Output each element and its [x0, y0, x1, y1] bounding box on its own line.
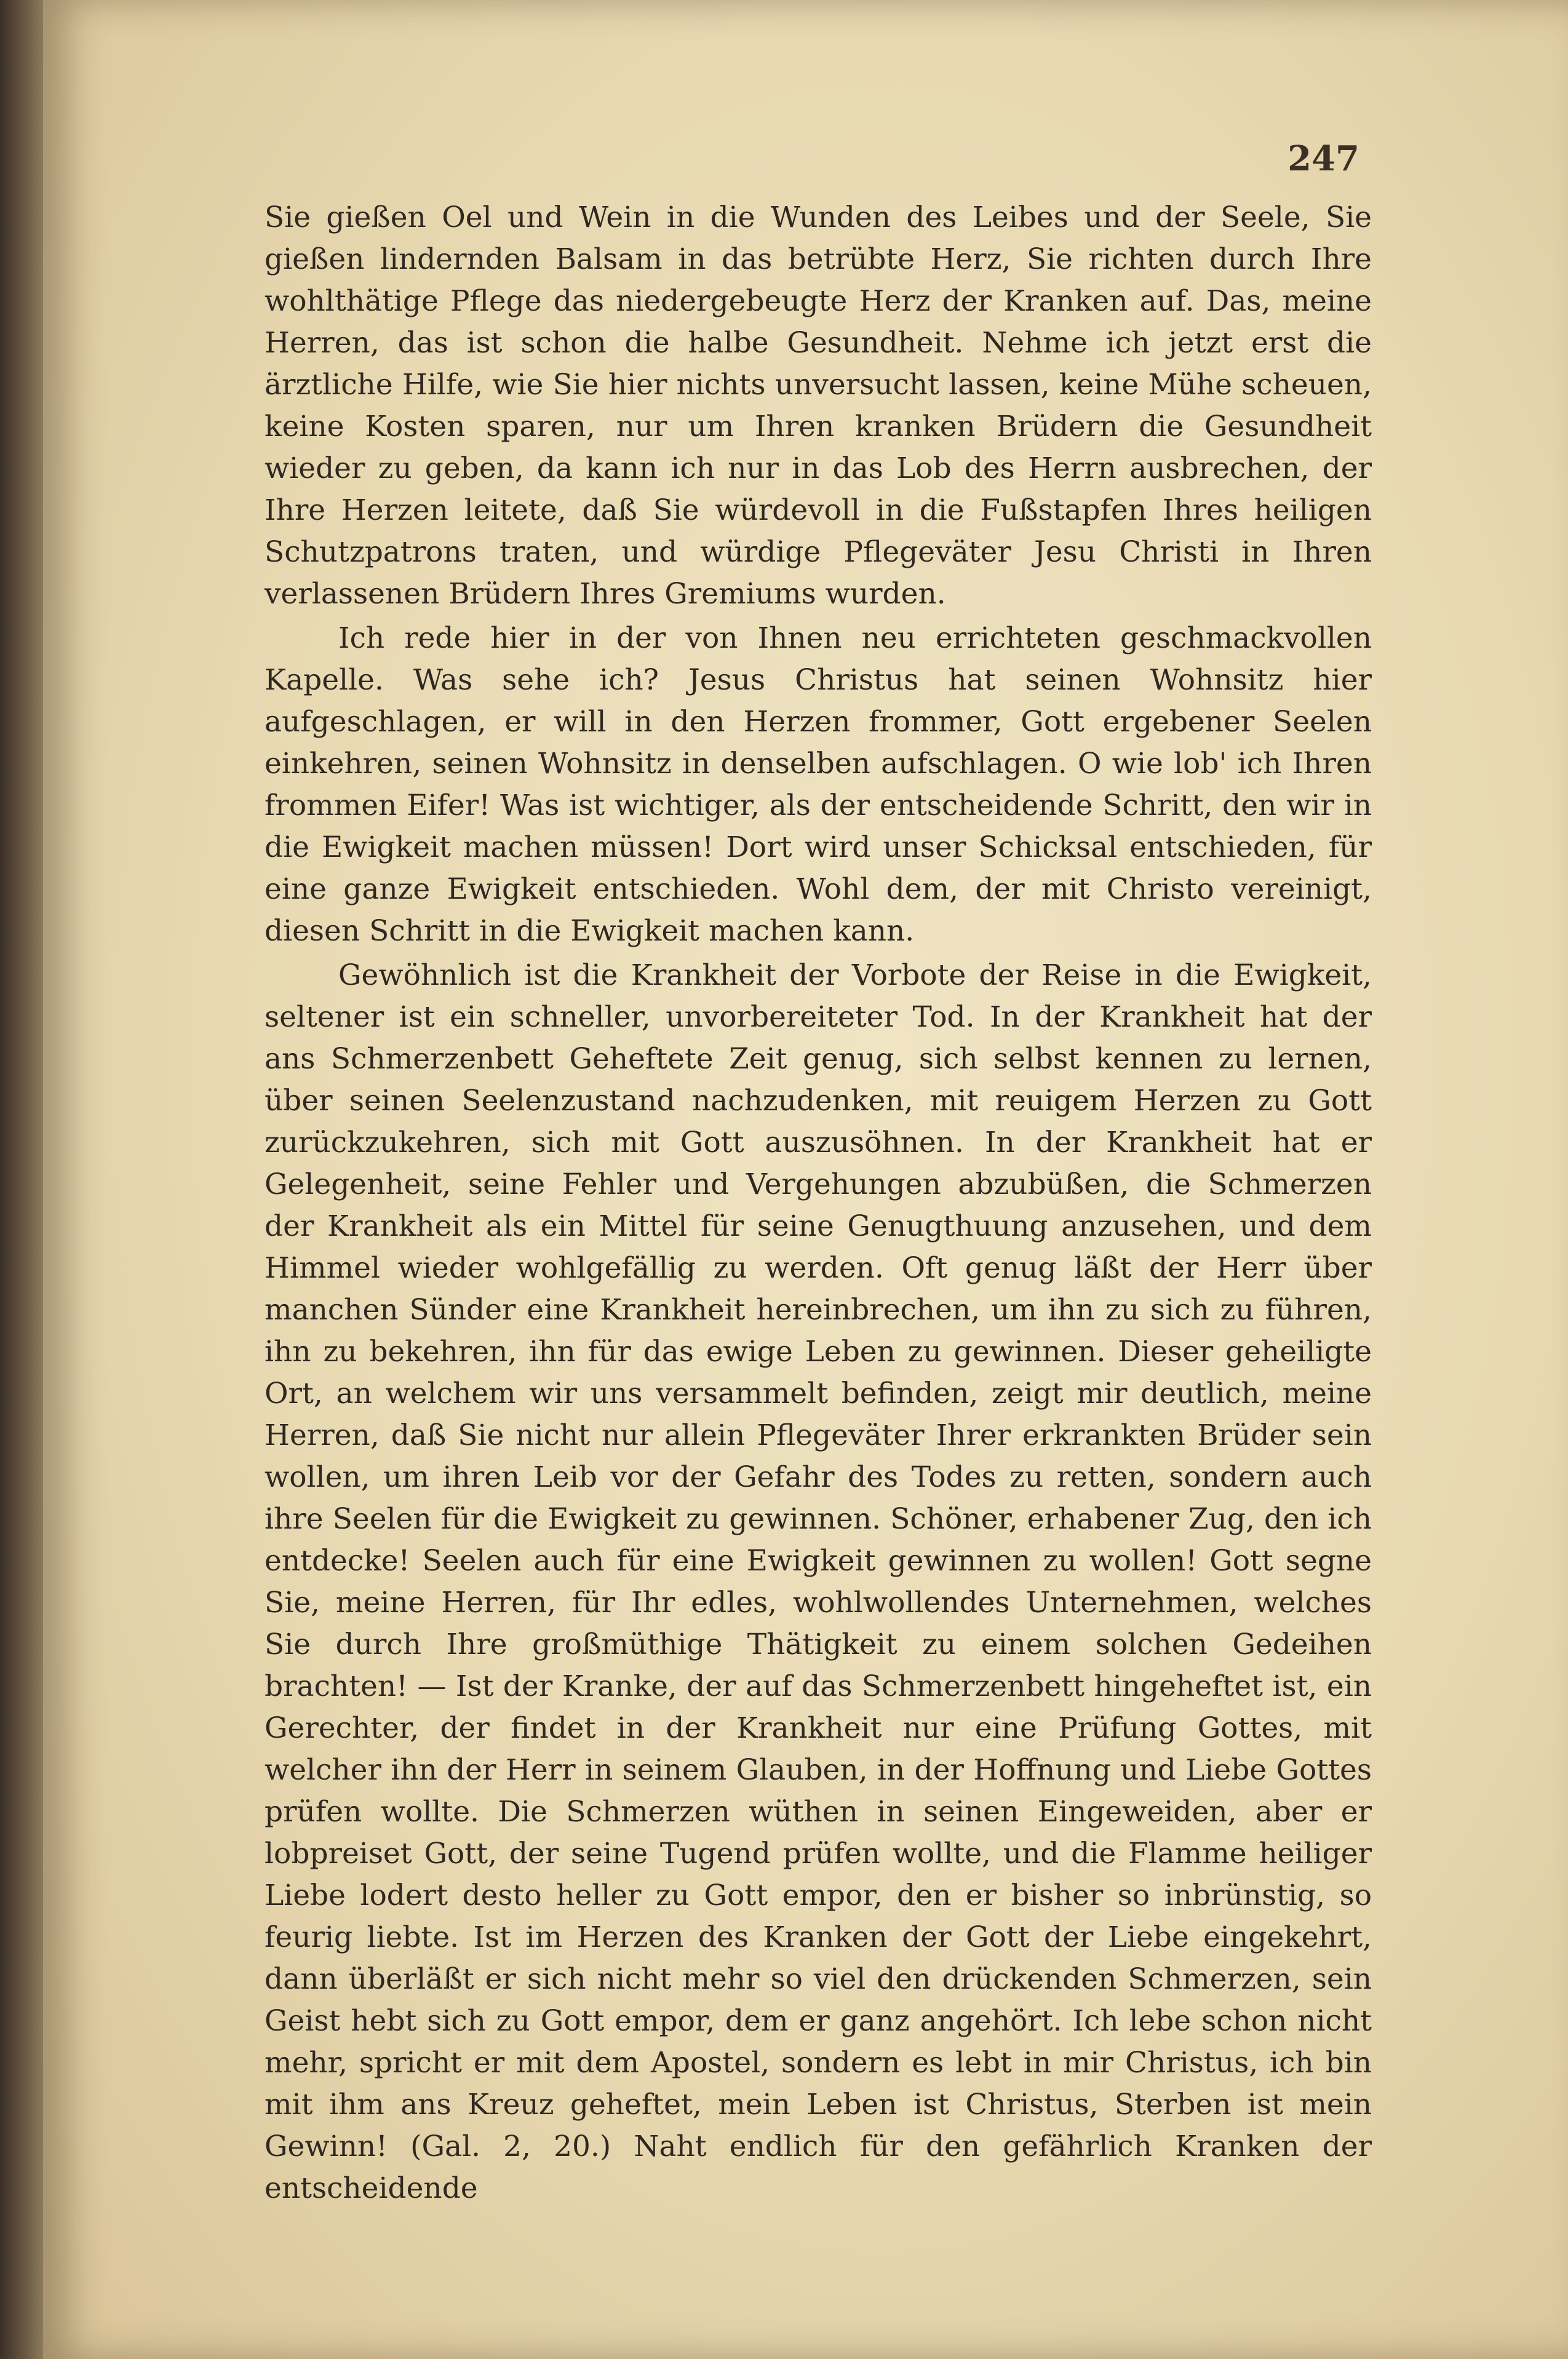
paragraph: Sie gießen Oel und Wein in die Wunden des Leibes und der Seele, Sie gießen lindernden Balsam in das betrübte Herz, Sie richten durch Ihre wohlthätige Pflege das niedergebeugte Herz der Kranken auf. Das, meine Herren, das ist schon die halbe Gesundheit. Nehme ich jetzt erst die ärztliche Hilfe, wie Sie hier nichts unversucht lassen, keine Mühe scheuen, keine Kosten sparen, nur um Ihren kranken Brüdern die Gesundheit wieder zu geben, da kann ich nur in das Lob des Herrn ausbrechen, der Ihre Herzen leitete, daß Sie würdevoll in die Fußstapfen Ihres heiligen Schutzpatrons traten, und würdige Pflegeväter Jesu Christi in Ihren verlassenen Brüdern Ihres Gremiums wurden.: [265, 201, 1372, 611]
page-number: 247: [1287, 138, 1359, 179]
book-page: [43, 0, 1568, 2359]
paragraph: Gewöhnlich ist die Krankheit der Vorbote der Reise in die Ewigkeit, seltener ist ein schneller, unvorbereiteter Tod. In der Krankheit hat der ans Schmerzenbett Geheftete Zeit genug, sich selbst kennen zu lernen, über seinen Seelenzustand nachzudenken, mit reuigem Herzen zu Gott zurückzukehren, sich mit Gott auszusöhnen. In der Krankheit hat er Gelegenheit, seine Fehler und Vergehungen abzubüßen, die Schmerzen der Krankheit als ein Mittel für seine Genugthuung anzusehen, und dem Himmel wieder wohlgefällig zu werden. Oft genug läßt der Herr über manchen Sünder eine Krankheit hereinbrechen, um ihn zu sich zu führen, ihn zu bekehren, ihn für das ewige Leben zu gewinnen. Dieser geheiligte Ort, an welchem wir uns versammelt befinden, zeigt mir deutlich, meine Herren, daß Sie nicht nur allein Pflegeväter Ihrer erkrankten Brüder sein wollen, um ihren Leib vor der Gefahr des Todes zu retten, sondern auch ihre Seelen für die Ewigkeit zu gewinnen. Schöner, erhabener Zug, den ich entdecke! Seelen auch für eine Ewigkeit gewinnen zu wollen! Gott segne Sie, meine Herren, für Ihr edles, wohlwollendes Unternehmen, welches Sie durch Ihre großmüthige Thätigkeit zu einem solchen Gedeihen brachten! — Ist der Kranke, der auf das Schmerzenbett hingeheftet ist, ein Gerechter, der findet in der Krankheit nur eine Prüfung Gottes, mit welcher ihn der Herr in seinem Glauben, in der Hoffnung und Liebe Gottes prüfen wollte. Die Schmerzen wüthen in seinen Eingeweiden, aber er lobpreiset Gott, der seine Tugend prüfen wollte, und die Flamme heiliger Liebe lodert desto heller zu Gott empor, den er bisher so inbrünstig, so feurig liebte. Ist im Herzen des Kranken der Gott der Liebe eingekehrt, dann überläßt er sich nicht mehr so viel den drückenden Schmerzen, sein Geist hebt sich zu Gott empor, dem er ganz angehört. Ich lebe schon nicht mehr, spricht er mit dem Apostel, sondern es lebt in mir Christus, ich bin mit ihm ans Kreuz geheftet, mein Leben ist Christus, Sterben ist mein Gewinn! (Gal. 2, 20.) Naht endlich für den gefährlich Kranken der entscheidende: [265, 958, 1372, 2205]
body-text: [265, 197, 1372, 2212]
paragraph: Ich rede hier in der von Ihnen neu errichteten geschmackvollen Kapelle. Was sehe ich? Jesus Christus hat seinen Wohnsitz hier aufgeschlagen, er will in den Herzen frommer, Gott ergebener Seelen einkehren, seinen Wohnsitz in denselben aufschlagen. O wie lob' ich Ihren frommen Eifer! Was ist wichtiger, als der entscheidende Schritt, den wir in die Ewigkeit machen müssen! Dort wird unser Schicksal entschieden, für eine ganze Ewigkeit entschieden. Wohl dem, der mit Christo vereinigt, diesen Schritt in die Ewigkeit machen kann.: [265, 621, 1372, 948]
book-spine: [0, 0, 43, 2359]
